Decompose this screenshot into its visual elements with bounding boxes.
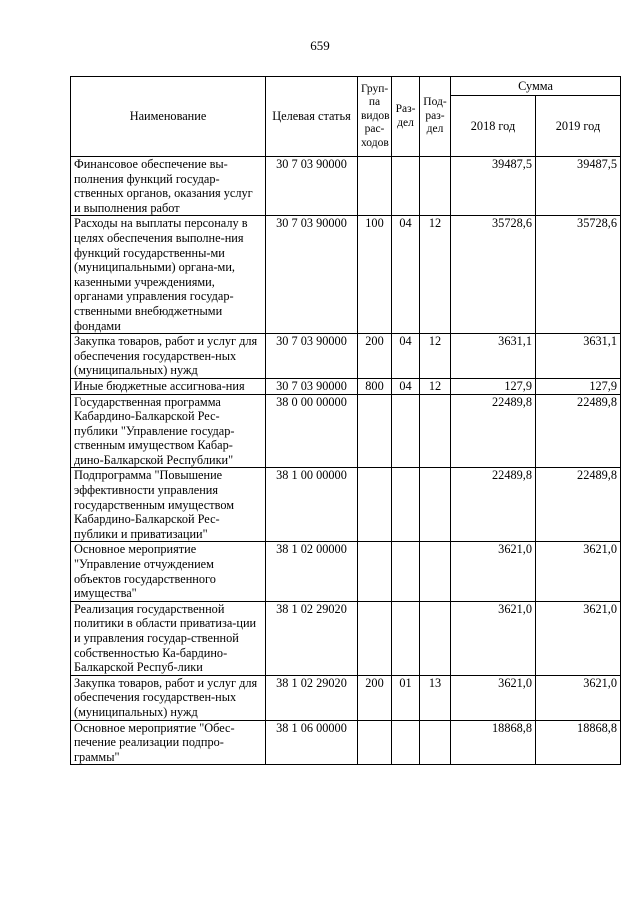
row-sum-2018: 3621,0 [451, 542, 536, 601]
row-target-article: 30 7 03 90000 [266, 216, 358, 334]
row-expense-group [358, 601, 392, 675]
table-header [71, 77, 621, 157]
row-sum-2018: 127,9 [451, 378, 536, 394]
header-sum: Сумма [451, 77, 621, 96]
header-expense-group: Груп-па видов рас-ходов [358, 77, 392, 157]
row-section: 04 [392, 216, 420, 334]
row-subsection [420, 468, 451, 542]
row-subsection [420, 720, 451, 765]
row-expense-group [358, 720, 392, 765]
header-subsection: Под-раз-дел [420, 77, 451, 157]
row-name: Иные бюджетные ассигнова-ния [71, 378, 266, 394]
table-row [71, 394, 621, 468]
row-sum-2019: 3621,0 [536, 542, 621, 601]
table-row [71, 720, 621, 765]
row-target-article: 30 7 03 90000 [266, 334, 358, 379]
row-section [392, 720, 420, 765]
table-row [71, 216, 621, 334]
row-name: Основное мероприятие "Управление отчуждением объектов государственного имущества" [71, 542, 266, 601]
row-sum-2019: 35728,6 [536, 216, 621, 334]
row-name: Финансовое обеспечение вы-полнения функций государ-ственных органов, оказания услуг и выполнения работ [71, 157, 266, 216]
row-name: Государственная программа Кабардино-Балкарской Рес-публики "Управление государ-ственным имуществом Кабар-дино-Балкарской Республики" [71, 394, 266, 468]
table-row [71, 157, 621, 216]
row-expense-group [358, 542, 392, 601]
row-sum-2019: 127,9 [536, 378, 621, 394]
row-sum-2019: 3621,0 [536, 675, 621, 720]
row-sum-2018: 22489,8 [451, 394, 536, 468]
row-expense-group: 800 [358, 378, 392, 394]
row-name: Закупка товаров, работ и услуг для обеспечения государствен-ных (муниципальных) нужд [71, 334, 266, 379]
row-sum-2018: 3631,1 [451, 334, 536, 379]
table-row [71, 334, 621, 379]
row-name: Подпрограмма "Повышение эффективности управления государственным имуществом Кабардино-Балкарской Рес-публики и приватизации" [71, 468, 266, 542]
row-sum-2019: 39487,5 [536, 157, 621, 216]
row-expense-group [358, 394, 392, 468]
table-row [71, 675, 621, 720]
row-section [392, 542, 420, 601]
header-section: Раз-дел [392, 77, 420, 157]
row-sum-2018: 22489,8 [451, 468, 536, 542]
row-subsection [420, 601, 451, 675]
row-target-article: 30 7 03 90000 [266, 157, 358, 216]
row-section: 01 [392, 675, 420, 720]
row-section [392, 601, 420, 675]
row-subsection: 12 [420, 216, 451, 334]
row-sum-2018: 3621,0 [451, 675, 536, 720]
page-number: 659 [310, 38, 330, 53]
row-expense-group [358, 157, 392, 216]
row-target-article: 38 1 02 29020 [266, 675, 358, 720]
row-section: 04 [392, 378, 420, 394]
budget-table [70, 76, 621, 765]
row-target-article: 38 1 00 00000 [266, 468, 358, 542]
row-subsection [420, 157, 451, 216]
row-sum-2018: 39487,5 [451, 157, 536, 216]
row-sum-2019: 3621,0 [536, 601, 621, 675]
row-target-article: 38 1 06 00000 [266, 720, 358, 765]
header-2018: 2018 год [451, 96, 536, 157]
row-expense-group: 100 [358, 216, 392, 334]
header-2019: 2019 год [536, 96, 621, 157]
row-name: Реализация государственной политики в области приватиза-ции и управления государ-ственной собственностью Ка-бардино-Балкарской Респуб-лики [71, 601, 266, 675]
row-section [392, 394, 420, 468]
header-name: Наименование [71, 77, 266, 157]
row-expense-group: 200 [358, 334, 392, 379]
row-expense-group [358, 468, 392, 542]
row-sum-2019: 22489,8 [536, 468, 621, 542]
row-section [392, 468, 420, 542]
row-section [392, 157, 420, 216]
table-row [71, 601, 621, 675]
row-section: 04 [392, 334, 420, 379]
row-sum-2018: 35728,6 [451, 216, 536, 334]
row-subsection [420, 394, 451, 468]
row-subsection [420, 542, 451, 601]
row-expense-group: 200 [358, 675, 392, 720]
row-sum-2019: 22489,8 [536, 394, 621, 468]
row-name: Закупка товаров, работ и услуг для обеспечения государствен-ных (муниципальных) нужд [71, 675, 266, 720]
row-target-article: 30 7 03 90000 [266, 378, 358, 394]
table-row [71, 468, 621, 542]
row-subsection: 12 [420, 378, 451, 394]
header-target-article: Целевая статья [266, 77, 358, 157]
row-name: Основное мероприятие "Обес-печение реализации подпро-граммы" [71, 720, 266, 765]
row-subsection: 12 [420, 334, 451, 379]
row-subsection: 13 [420, 675, 451, 720]
table-body [71, 157, 621, 765]
row-sum-2019: 3631,1 [536, 334, 621, 379]
table-row [71, 542, 621, 601]
row-sum-2018: 3621,0 [451, 601, 536, 675]
row-target-article: 38 0 00 00000 [266, 394, 358, 468]
row-name: Расходы на выплаты персоналу в целях обеспечения выполне-ния функций государственны-ми (муниципальными) органа-ми, казенными учреждениями, органами управления государ-ственными внебюджетными фондами [71, 216, 266, 334]
row-sum-2018: 18868,8 [451, 720, 536, 765]
table-row [71, 378, 621, 394]
row-target-article: 38 1 02 00000 [266, 542, 358, 601]
row-target-article: 38 1 02 29020 [266, 601, 358, 675]
row-sum-2019: 18868,8 [536, 720, 621, 765]
